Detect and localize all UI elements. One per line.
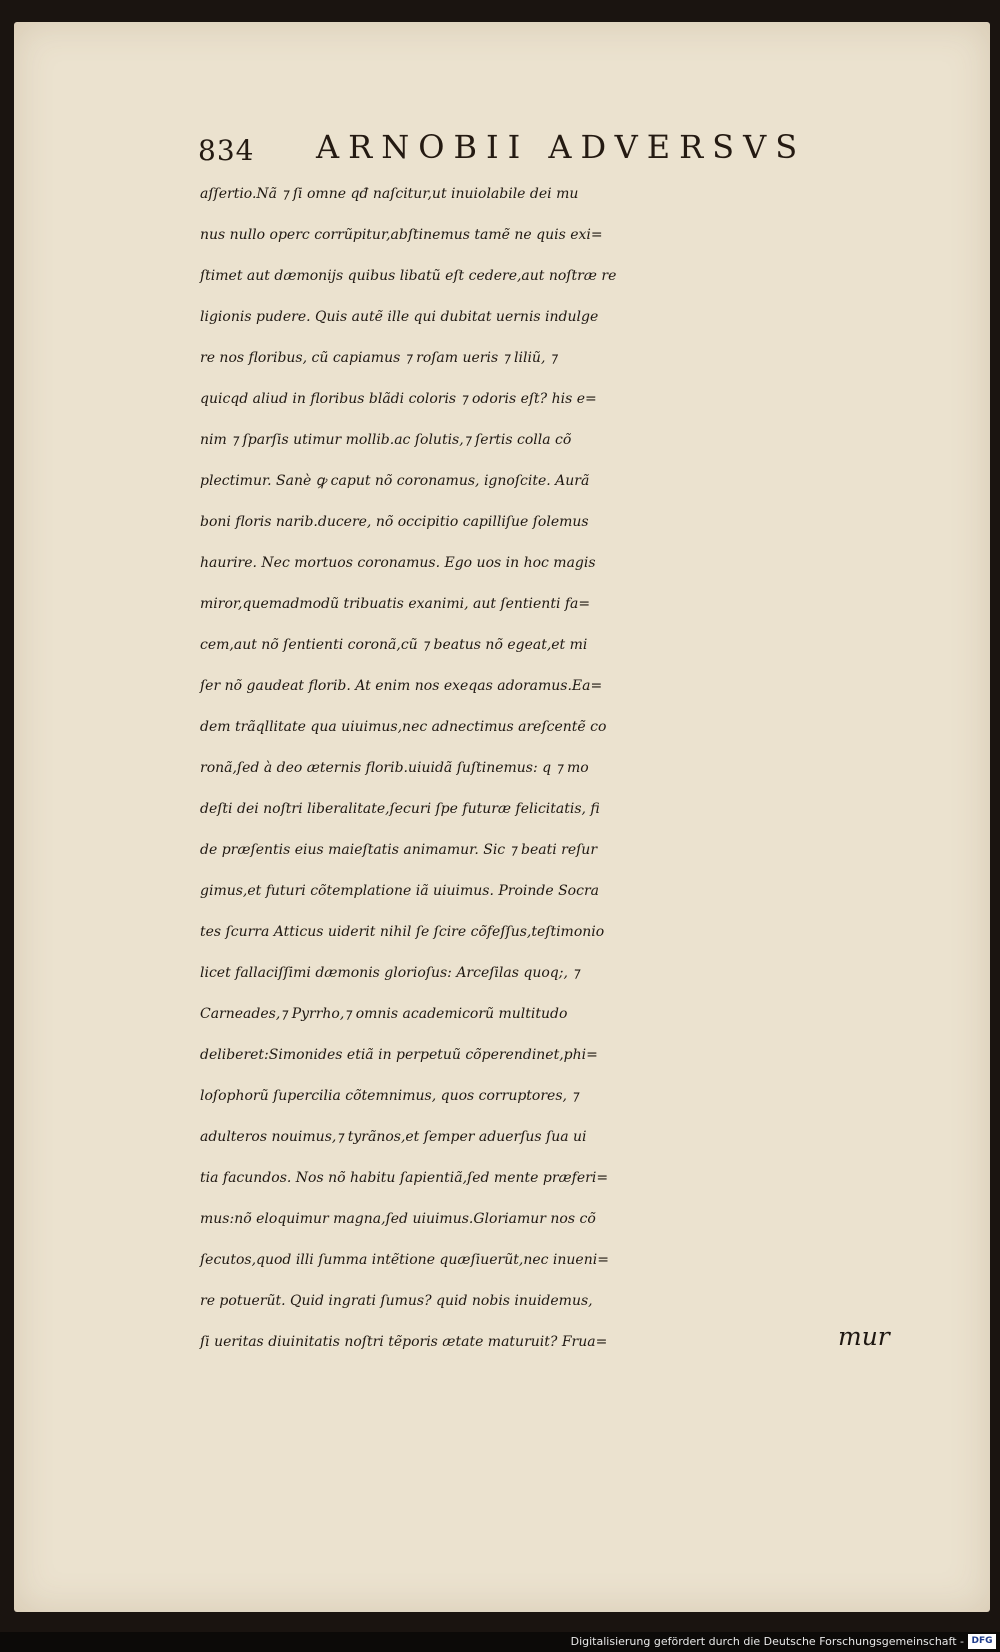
dfg-logo: DFG <box>968 1634 996 1649</box>
text-line: adulteros nouimus,⁊ tyrãnos,et ſemper aduerſus ſua ui <box>200 1129 587 1145</box>
text-line: ſecutos,quod illi ſumma intẽtione quæſiuerũt,nec inueni= <box>200 1252 609 1268</box>
text-line: ſtimet aut dæmonijs quibus libatũ eſt cedere,aut noſtræ re <box>200 268 617 284</box>
text-line: deliberet:Simonides etiã in perpetuũ cõperendinet,phi= <box>200 1047 598 1063</box>
footer-credit: Digitalisierung gefördert durch die Deutsche Forschungsgemeinschaft - <box>570 1635 964 1648</box>
text-line: ronã,ſed à deo æternis florib.uiuidã ſuſtinemus: q ⁊ mo <box>200 760 589 776</box>
text-line: cem,aut nõ ſentienti coronã,cũ ⁊ beatus nõ egeat,et mi <box>200 637 588 653</box>
text-line: plectimur. Sanè ꝙ caput nõ coronamus, ignoſcite. Aurã <box>200 473 590 489</box>
text-line: mus:nõ eloquimur magna,ſed uiuimus.Gloriamur nos cõ <box>200 1211 596 1227</box>
text-line: quicqd aliud in floribus blãdi coloris ⁊ odoris eſt? his e= <box>200 391 597 407</box>
text-line: re nos floribus, cũ capiamus ⁊ roſam ueris ⁊ liliũ, ⁊ <box>200 350 557 366</box>
text-line: gimus,et futuri cõtemplatione iã uiuimus. Proinde Socra <box>200 883 599 899</box>
text-line: ſi ueritas diuinitatis noſtri tẽporis ætate maturuit? Frua= <box>200 1334 608 1350</box>
text-line: nus nullo operc corrũpitur,abſtinemus tamẽ ne quis exi= <box>200 227 603 243</box>
text-line: ſer nõ gaudeat florib. At enim nos exeqas adoramus.Ea= <box>200 678 603 694</box>
text-line: haurire. Nec mortuos coronamus. Ego uos in hoc magis <box>200 555 596 571</box>
body-text <box>200 174 920 1363</box>
text-line: nim ⁊ ſparſis utimur mollib.ac ſolutis,⁊ ſertis colla cõ <box>200 432 572 448</box>
text-line: boni floris narib.ducere, nõ occipitio capilliſue ſolemus <box>200 514 589 530</box>
running-head: ARNOBII ADVERSVS <box>316 128 807 166</box>
text-line: tes ſcurra Atticus uiderit nihil ſe ſcire cõfeſſus,teſtimonio <box>200 924 605 940</box>
text-line: deſti dei noſtri liberalitate,ſecuri ſpe futuræ felicitatis, fi <box>200 801 600 817</box>
page-number: 834 <box>198 134 255 167</box>
catchword: mur <box>838 1322 890 1351</box>
text-line: Carneades,⁊ Pyrrho,⁊ omnis academicorũ multitudo <box>200 1006 568 1022</box>
text-line: aſſertio.Nã ⁊ ſi omne qđ naſcitur,ut inuiolabile dei mu <box>200 186 579 202</box>
text-line: miror,quemadmodũ tribuatis exanimi, aut ſentienti fa= <box>200 596 591 612</box>
text-line: licet fallaciſſimi dæmonis glorioſus: Arceſilas quoq;, ⁊ <box>200 965 580 981</box>
text-line: dem trãqllitate qua uiuimus,nec adnectimus areſcentẽ co <box>200 719 607 735</box>
text-line: loſophorũ ſupercilia cõtemnimus, quos corruptores, ⁊ <box>200 1088 579 1104</box>
text-line: re potuerũt. Quid ingrati ſumus? quid nobis inuidemus, <box>200 1293 593 1309</box>
page-header <box>198 128 858 168</box>
text-line: ligionis pudere. Quis autẽ ille qui dubitat uernis indulge <box>200 309 599 325</box>
text-line: de præſentis eius maieſtatis animamur. Sic ⁊ beati reſur <box>200 842 598 858</box>
text-line: tia facundos. Nos nõ habitu ſapientiã,ſed mente præferi= <box>200 1170 609 1186</box>
footer-bar <box>0 1632 1000 1652</box>
